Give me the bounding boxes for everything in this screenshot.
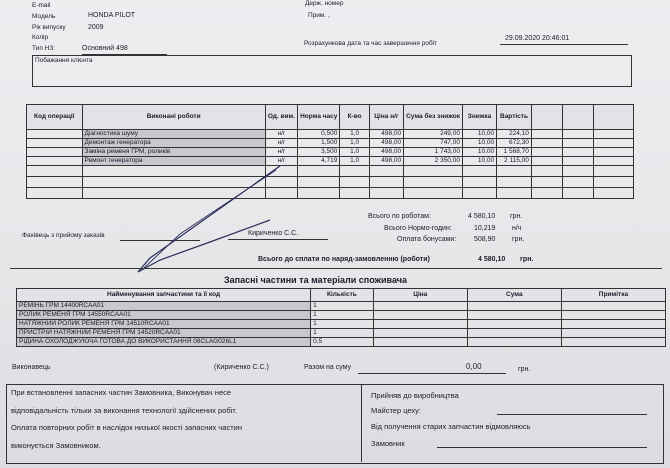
empty-cell — [462, 188, 496, 199]
works-header-row — [27, 105, 634, 130]
footer-box — [6, 384, 664, 464]
part-qty: 1 — [311, 329, 374, 338]
work-cost: 672,30 — [497, 139, 532, 148]
empty-cell — [531, 188, 562, 199]
part-sum — [467, 311, 561, 320]
email-label: E-mail — [32, 2, 51, 9]
col-part-sum: Сума — [467, 289, 561, 302]
part-sum — [467, 302, 561, 311]
work-sum: 747,00 — [404, 139, 463, 148]
part-note — [561, 311, 665, 320]
footer-right-2: Майстер цеху: — [371, 406, 422, 415]
col-part-qty: Кількість — [311, 289, 374, 302]
bonus-unit: грн. — [512, 236, 525, 243]
work-norm: 0,500 — [298, 130, 340, 139]
empty-cell — [340, 188, 369, 199]
work-extra-cell — [562, 148, 593, 157]
col-extra-3 — [594, 105, 634, 130]
work-price: 498,00 — [369, 148, 403, 157]
col-part-price: Ціна — [373, 289, 467, 302]
col-part-note: Примітка — [561, 289, 665, 302]
work-cost: 224,10 — [497, 130, 532, 139]
part-price — [373, 320, 467, 329]
empty-cell — [298, 166, 340, 177]
norm-hours-unit: н/ч — [512, 225, 522, 232]
part-sum — [467, 320, 561, 329]
part-price — [373, 311, 467, 320]
acceptance-label: Фахівець з прийому заказів — [22, 232, 105, 239]
col-discount: Знижка — [462, 105, 496, 130]
empty-cell — [497, 177, 532, 188]
work-unit: н/г — [265, 139, 297, 148]
work-sum: 2 350,00 — [404, 157, 463, 166]
sum-unit: грн. — [518, 366, 531, 373]
color-label: Колір — [32, 34, 49, 41]
part-name: РОЛИК РЕМЕНЯ ГРМ 14550RCAA01 — [17, 311, 311, 320]
works-table — [26, 104, 634, 199]
year-value: 2009 — [88, 24, 104, 31]
empty-cell — [27, 177, 83, 188]
col-part-name: Найменування запчастини та її код — [17, 289, 311, 302]
table-row — [17, 302, 666, 311]
empty-cell — [340, 166, 369, 177]
works-total-unit: грн. — [510, 213, 523, 220]
part-price — [373, 302, 467, 311]
section-divider — [10, 268, 662, 269]
part-note — [561, 338, 665, 347]
empty-cell — [594, 166, 634, 177]
customer-sign-line — [437, 447, 647, 448]
col-qty: К-во — [340, 105, 369, 130]
work-code — [27, 130, 83, 139]
empty-cell — [594, 188, 634, 199]
work-name: Ремонт генератора — [82, 157, 265, 166]
model-value: HONDA PILOT — [88, 12, 136, 19]
part-sum — [467, 329, 561, 338]
prim-label: Прим. , — [308, 12, 330, 19]
work-qty: 1,0 — [340, 148, 369, 157]
work-extra-cell — [531, 148, 562, 157]
work-sum: 1 743,00 — [404, 148, 463, 157]
work-qty: 1,0 — [340, 157, 369, 166]
empty-cell — [497, 166, 532, 177]
empty-cell — [531, 177, 562, 188]
col-work: Виконані роботи — [82, 105, 265, 130]
sum-label: Разом на суму — [304, 364, 352, 371]
col-code: Код операції — [27, 105, 83, 130]
parts-title: Запасні частини та матеріали споживача — [224, 275, 407, 285]
footer-left-2: відповідальність тільки за виконання технології здійснених робіт. — [11, 406, 237, 415]
nz-type-label: Тип НЗ: — [32, 45, 56, 52]
work-norm: 3,500 — [298, 148, 340, 157]
part-qty: 1 — [311, 311, 374, 320]
empty-cell — [340, 177, 369, 188]
plate-label: Держ. номер — [305, 0, 344, 7]
work-norm: 1,500 — [298, 139, 340, 148]
model-label: Модель — [32, 13, 56, 20]
part-qty: 1 — [311, 302, 374, 311]
empty-cell — [404, 166, 463, 177]
work-extra-cell — [531, 130, 562, 139]
part-qty: 1 — [311, 320, 374, 329]
work-unit: н/г — [265, 148, 297, 157]
footer-left-4: виконується Замовником. — [11, 441, 101, 450]
empty-cell — [27, 166, 83, 177]
empty-cell — [497, 188, 532, 199]
footer-divider — [361, 384, 362, 462]
calc-date-label: Розрахункова дата та час завершення робіт — [304, 40, 438, 47]
footer-right-4: Замовник — [371, 439, 405, 448]
executor-name: (Кириченко С.С.) — [214, 364, 269, 371]
works-total-label: Всього по роботам: — [368, 213, 431, 220]
nz-type-value: Основний 498 — [82, 45, 128, 52]
part-price — [373, 329, 467, 338]
part-qty: 0,5 — [311, 338, 374, 347]
table-row — [17, 329, 666, 338]
work-discount: 10,00 — [462, 148, 496, 157]
empty-cell — [562, 177, 593, 188]
work-code — [27, 148, 83, 157]
work-code — [27, 157, 83, 166]
col-extra-1 — [531, 105, 562, 130]
work-cost: 2 115,00 — [497, 157, 532, 166]
work-extra-cell — [562, 157, 593, 166]
sum-value: 0,00 — [466, 362, 482, 371]
table-row — [27, 139, 634, 148]
parts-table — [16, 288, 666, 347]
empty-cell — [531, 166, 562, 177]
year-label: Рік випуску — [32, 24, 66, 31]
empty-cell — [369, 188, 403, 199]
col-norm: Норма часу — [298, 105, 340, 130]
work-cost: 1 568,70 — [497, 148, 532, 157]
footer-left-3: Оплата повторних робіт в наслідок низької якості запасних частин — [11, 423, 242, 432]
col-unit: Од. вим. — [265, 105, 297, 130]
bonus-label: Оплата бонусами: — [397, 236, 457, 243]
work-extra-cell — [531, 157, 562, 166]
work-price: 498,00 — [369, 157, 403, 166]
footer-left-1: При встановленні запасних частин Замовника, Виконувач несе — [11, 388, 232, 397]
work-extra-cell — [562, 139, 593, 148]
work-extra-cell — [531, 139, 562, 148]
empty-cell — [462, 166, 496, 177]
work-extra-cell — [594, 139, 634, 148]
master-sign-line — [497, 414, 647, 415]
footer-right-1: Прийняв до виробництва — [371, 391, 459, 400]
work-extra-cell — [594, 148, 634, 157]
part-name: РІДИНА ОХОЛОДЖУЮЧА ГОТОВА ДО ВИКОРИСТАННЯ 08CLAG026L1 — [17, 338, 311, 347]
executor-label: Виконавець — [12, 364, 51, 371]
part-note — [561, 302, 665, 311]
empty-cell — [562, 188, 593, 199]
table-row — [27, 157, 634, 166]
empty-cell — [27, 188, 83, 199]
table-row-empty — [27, 166, 634, 177]
table-row — [17, 320, 666, 329]
part-name: НАТЯЖНИЙ РОЛИК РЕМЕНЯ ГРМ 14510RCAA01 — [17, 320, 311, 329]
work-qty: 1,0 — [340, 130, 369, 139]
part-sum — [467, 338, 561, 347]
norm-hours-value: 10,219 — [474, 225, 496, 232]
table-row-empty — [27, 177, 634, 188]
empty-cell — [369, 177, 403, 188]
work-name: Демонтаж генератора — [82, 139, 265, 148]
part-price — [373, 338, 467, 347]
empty-cell — [369, 166, 403, 177]
bonus-value: 508,90 — [474, 236, 496, 243]
work-price: 498,00 — [369, 130, 403, 139]
work-discount: 10,00 — [462, 130, 496, 139]
empty-cell — [404, 188, 463, 199]
work-qty: 1,0 — [340, 139, 369, 148]
work-discount: 10,00 — [462, 139, 496, 148]
work-price: 498,00 — [369, 139, 403, 148]
work-extra-cell — [594, 157, 634, 166]
col-extra-2 — [562, 105, 593, 130]
table-row — [17, 338, 666, 347]
calc-date-underline — [500, 44, 628, 45]
pay-unit: грн. — [520, 256, 534, 263]
empty-cell — [462, 177, 496, 188]
empty-cell — [404, 177, 463, 188]
table-row — [27, 148, 634, 157]
table-row — [27, 130, 634, 139]
work-discount: 10,00 — [462, 157, 496, 166]
sum-underline — [358, 373, 506, 374]
empty-cell — [298, 188, 340, 199]
footer-right-3: Від получення старих запчастин відмовляюсь — [371, 422, 531, 431]
table-row — [17, 311, 666, 320]
part-name: ПРИСТРІЙ НАТЯЖНИЙ РЕМЕНЯ ГРМ 14520RCAA01 — [17, 329, 311, 338]
works-total-value: 4 580,10 — [468, 213, 496, 220]
client-wishes-box — [32, 55, 632, 87]
work-extra-cell — [594, 130, 634, 139]
work-name: Заміна ременя ГРМ, роликів — [82, 148, 265, 157]
empty-cell — [562, 166, 593, 177]
work-extra-cell — [562, 130, 593, 139]
parts-header-row — [17, 289, 666, 302]
work-code — [27, 139, 83, 148]
pay-value: 4 580,10 — [478, 256, 506, 263]
acceptance-name: Кириченко С.С. — [248, 230, 299, 237]
col-cost: Вартість — [497, 105, 532, 130]
work-norm: 4,719 — [298, 157, 340, 166]
work-sum: 249,00 — [404, 130, 463, 139]
calc-date-value: 29.09.2020 20:46:01 — [505, 35, 570, 42]
part-note — [561, 329, 665, 338]
norm-hours-label: Всього Нормо-годин: — [384, 225, 452, 232]
empty-cell — [298, 177, 340, 188]
work-unit: н/г — [265, 157, 297, 166]
work-unit: н/г — [265, 130, 297, 139]
part-name: РЕМІНЬ ГРМ 14400RCAA01 — [17, 302, 311, 311]
work-name: Діагностика шуму — [82, 130, 265, 139]
table-row-empty — [27, 188, 634, 199]
part-note — [561, 320, 665, 329]
client-wishes-label: Побажання клієнта — [35, 57, 93, 64]
pay-label: Всього до сплати по наряд-замовленню (роботи) — [258, 256, 430, 263]
col-price: Ціна н/г — [369, 105, 403, 130]
col-sum: Сума без знижок — [404, 105, 463, 130]
empty-cell — [594, 177, 634, 188]
